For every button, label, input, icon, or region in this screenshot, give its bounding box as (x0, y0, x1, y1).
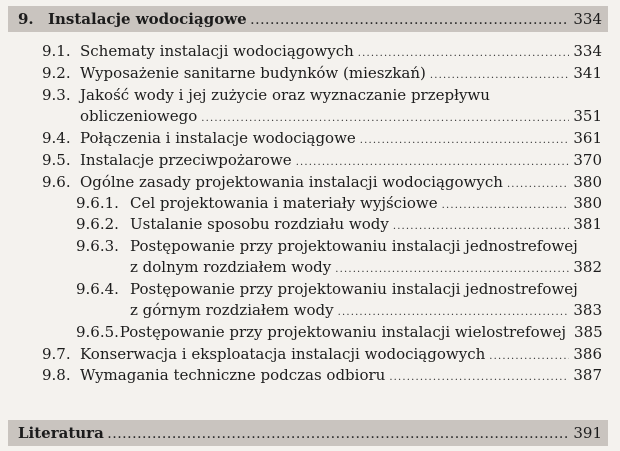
entry-number: 9.6.3. (76, 237, 119, 255)
toc-entry-9-8 (42, 366, 602, 387)
entry-page: 383 (573, 301, 602, 319)
entry-page: 386 (573, 345, 602, 363)
chapter-page: 334 (573, 10, 602, 28)
dot-leader (338, 301, 570, 322)
entry-page: 341 (573, 64, 602, 82)
entry-number: 9.5. (42, 151, 71, 169)
toc-literature (18, 424, 602, 445)
toc-entry-9-6-1 (76, 194, 602, 215)
entry-page: 381 (573, 215, 602, 233)
entry-title: Instalacje przeciwpożarowe (80, 151, 292, 169)
chapter-number: 9. (18, 10, 34, 28)
toc-entry-9-7 (42, 345, 602, 366)
entry-number: 9.8. (42, 366, 71, 384)
dot-leader (393, 215, 570, 236)
entry-page: 370 (573, 151, 602, 169)
entry-number: 9.6.1. (76, 194, 119, 212)
entry-title: Postępowanie przy projektowaniu instalacji wielostrefowej (119, 323, 566, 341)
entry-title-line2: z górnym rozdziałem wody (130, 301, 334, 319)
entry-number: 9.6. (42, 173, 71, 191)
dot-leader (360, 129, 570, 150)
dot-leader (430, 64, 569, 85)
entry-page: 361 (573, 129, 602, 147)
entry-title: Ogólne zasady projektowania instalacji wodociągowych (80, 173, 503, 191)
toc-entry-9-3-line1 (42, 86, 490, 104)
toc-entry-9-4 (42, 129, 602, 150)
entry-title: Wyposażenie sanitarne budynków (mieszkań) (80, 64, 426, 82)
literature-title: Literatura (18, 424, 104, 442)
entry-number: 9.4. (42, 129, 71, 147)
entry-title-line2: z dolnym rozdziałem wody (130, 258, 332, 276)
entry-title: Wymagania techniczne podczas odbioru (80, 366, 386, 384)
entry-title-line2: obliczeniowego (80, 107, 198, 125)
entry-page: 380 (573, 194, 602, 212)
entry-title: Schematy instalacji wodociągowych (80, 42, 354, 60)
literature-page: 391 (573, 424, 602, 442)
toc-entry-9-6-4-line2 (130, 301, 602, 322)
dot-leader (442, 194, 570, 215)
dot-leader (507, 173, 569, 194)
dot-leader (201, 107, 569, 128)
dot-leader (335, 258, 569, 279)
entry-number: 9.6.4. (76, 280, 119, 298)
entry-number: 9.3. (42, 86, 71, 104)
entry-number: 9.6.2. (76, 215, 119, 233)
toc-entry-9-6-2 (76, 215, 602, 236)
entry-title: Konserwacja i eksploatacja instalacji wodociągowych (80, 345, 486, 363)
entry-number: 9.7. (42, 345, 71, 363)
entry-page: 387 (573, 366, 602, 384)
entry-page: 385 (574, 323, 603, 341)
entry-title-line1: Postępowanie przy projektowaniu instalacji jednostrefowej (130, 280, 578, 298)
dot-leader (389, 366, 569, 387)
dot-leader (108, 424, 570, 445)
entry-number: 9.6.5. (76, 323, 119, 341)
entry-number: 9.1. (42, 42, 71, 60)
dot-leader (251, 10, 570, 31)
entry-page: 382 (573, 258, 602, 276)
entry-title-line1: Postępowanie przy projektowaniu instalacji jednostrefowej (130, 237, 578, 255)
entry-page: 334 (573, 42, 602, 60)
toc-chapter-9 (18, 10, 602, 31)
toc-entry-9-6 (42, 173, 602, 194)
toc-entry-9-6-4-line1 (76, 280, 578, 298)
toc-entry-9-1 (42, 42, 602, 63)
entry-title: Ustalanie sposobu rozdziału wody (130, 215, 389, 233)
entry-page: 380 (573, 173, 602, 191)
dot-leader (358, 42, 570, 63)
toc-entry-9-6-5 (76, 323, 602, 344)
entry-title: Połączenia i instalacje wodociągowe (80, 129, 356, 147)
toc-entry-9-6-3-line2 (130, 258, 602, 279)
toc-entry-9-2 (42, 64, 602, 85)
entry-title-line1: Jakość wody i jej zużycie oraz wyznaczanie przepływu (80, 86, 490, 104)
entry-number: 9.2. (42, 64, 71, 82)
dot-leader (296, 151, 570, 172)
toc-entry-9-3-line2 (80, 107, 602, 128)
dot-leader (489, 345, 569, 366)
toc-entry-9-5 (42, 151, 602, 172)
entry-page: 351 (573, 107, 602, 125)
toc-entry-9-6-3-line1 (76, 237, 578, 255)
entry-title: Cel projektowania i materiały wyjściowe (130, 194, 438, 212)
chapter-title: Instalacje wodociągowe (48, 10, 247, 28)
